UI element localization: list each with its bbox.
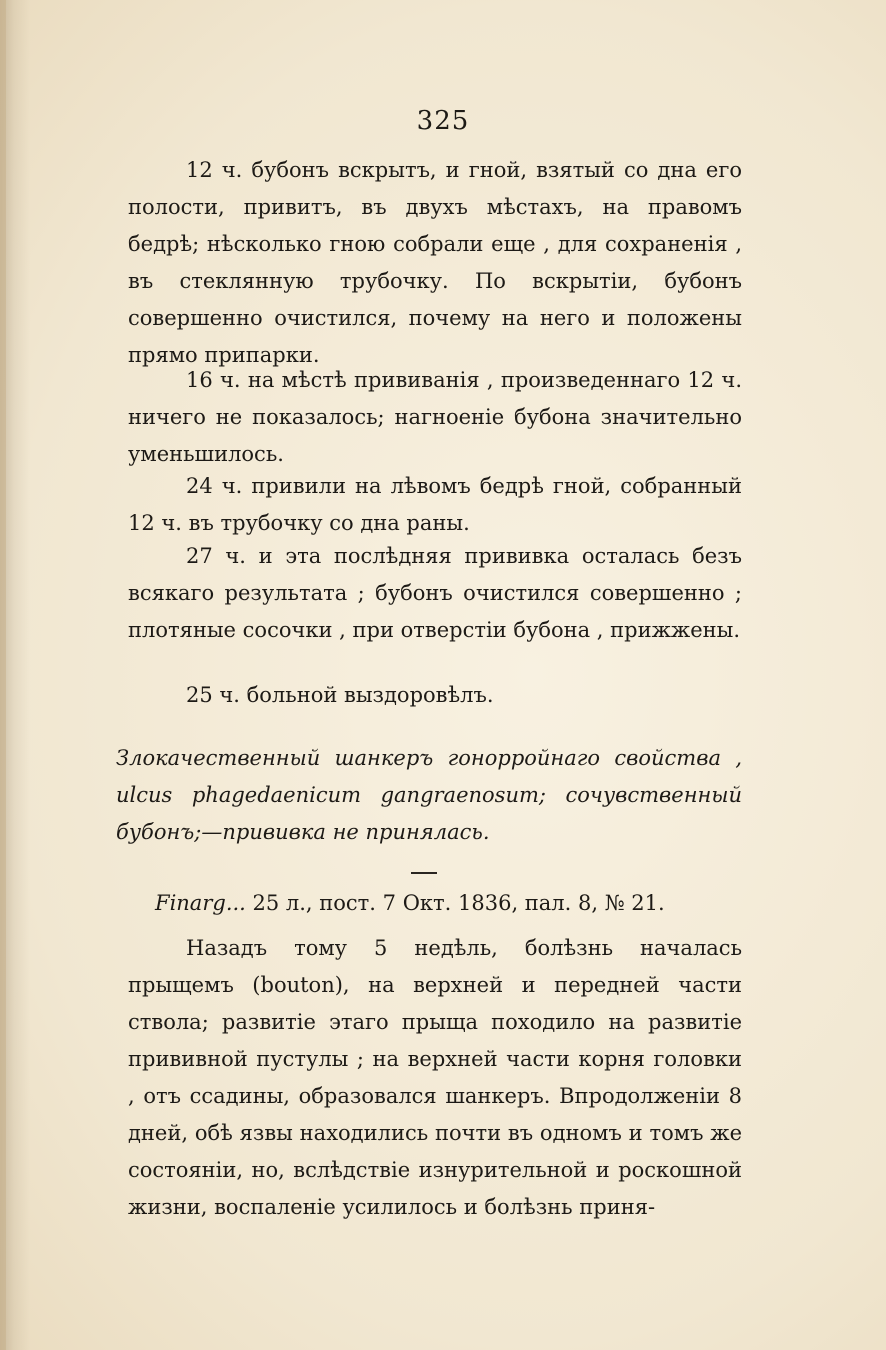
paragraph: Назадъ тому 5 недѣль, болѣзнь началась прыщемъ (bouton), на верхней и передней части ствола; развитіе этаго прыща походило на развитіе прививной пустулы ; на верхней части корня головки , отъ ссадины, образовался шанкеръ. Впродолженіи 8 дней, обѣ язвы находились почти въ одномъ и томъ же состояніи, но, вслѣдствіе изнурительной и роскошной жизни, воспаленіе усилилось и болѣзнь приня-	[128, 936, 742, 1219]
paragraph: 16 ч. на мѣстѣ прививанія , произведеннаго 12 ч. ничего не показалось; нагноеніе бубона значительно уменьшилось.	[128, 368, 742, 466]
paragraph-block	[128, 152, 742, 374]
paragraph: 25 ч. больной выздоровѣлъ.	[186, 683, 494, 707]
paragraph-block	[128, 677, 742, 714]
page-number: 325	[416, 106, 470, 136]
paragraph-block	[128, 930, 742, 1226]
paragraph-block	[128, 538, 742, 649]
paragraph-block	[128, 362, 742, 473]
case-heading: Злокачественный шанкеръ гонорройнаго свойства , ulcus phagedaenicum gangraenosum; сочувственный бубонъ;—прививка не принялась.	[116, 746, 742, 844]
paragraph: 27 ч. и эта послѣдняя прививка осталась безъ всякаго результата ; бубонъ очистился совершенно ; плотяные сосочки , при отверстіи бубона , прижжены.	[128, 544, 742, 642]
paragraph: 24 ч. привили на лѣвомъ бедрѣ гной, собранный 12 ч. въ трубочку со дна раны.	[128, 474, 742, 535]
paragraph: 12 ч. бубонъ вскрытъ, и гной, взятый со дна его полости, привитъ, въ двухъ мѣстахъ, на правомъ бедрѣ; нѣсколько гною собрали еще , для сохраненія , въ стеклянную трубочку. По вскрытіи, бубонъ совершенно очистился, почему на него и положены прямо припарки.	[128, 158, 742, 367]
section-divider	[411, 872, 437, 874]
page-spine-shadow	[0, 0, 6, 1350]
patient-name: Finarg...	[155, 891, 246, 915]
case-details: 25 л., пост. 7 Окт. 1836, пал. 8, № 21.	[245, 891, 665, 915]
case-info	[155, 885, 745, 922]
paragraph-block	[128, 468, 742, 542]
